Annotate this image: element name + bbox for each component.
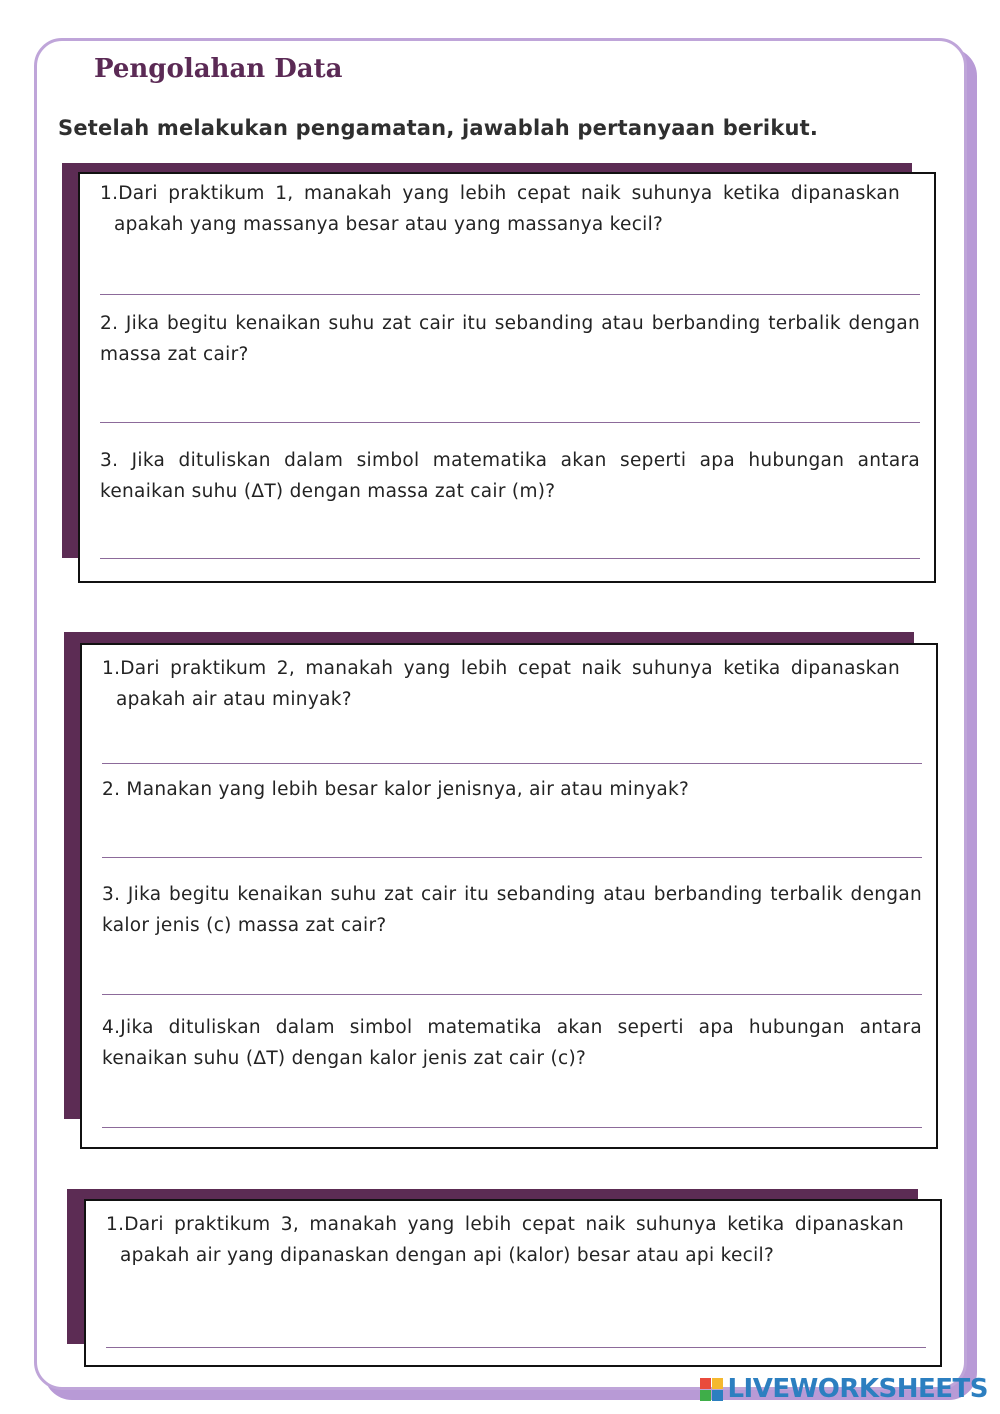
answer-line-2-4[interactable]: [102, 1127, 922, 1128]
answer-line-1-1[interactable]: [100, 294, 920, 295]
section-2-box: [80, 643, 938, 1149]
answer-line-2-3[interactable]: [102, 994, 922, 995]
answer-line-3-1[interactable]: [106, 1347, 926, 1348]
question-1-2: 2. Jika begitu kenaikan suhu zat cair itu sebanding atau berbanding terbalik dengan massa zat cair?: [100, 313, 920, 365]
page-title: Pengolahan Data: [94, 54, 343, 84]
answer-line-2-1[interactable]: [102, 763, 922, 764]
question-2-3: 3. Jika begitu kenaikan suhu zat cair itu sebanding atau berbanding terbalik dengan kalor jenis (c) massa zat cair?: [102, 884, 922, 936]
question-1-3: 3. Jika dituliskan dalam simbol matematika akan seperti apa hubungan antara kenaikan suhu (ΔT) dengan massa zat cair (m)?: [100, 450, 920, 502]
answer-line-2-2[interactable]: [102, 857, 922, 858]
answer-line-1-3[interactable]: [100, 558, 920, 559]
instruction-text: Setelah melakukan pengamatan, jawablah pertanyaan berikut.: [58, 116, 819, 140]
section-1-box: [78, 172, 936, 583]
answer-line-1-2[interactable]: [100, 422, 920, 423]
question-2-2: 2. Manakan yang lebih besar kalor jenisnya, air atau minyak?: [102, 779, 690, 800]
question-2-1: 1.Dari praktikum 2, manakah yang lebih cepat naik suhunya ketika dipanaskan apakah air atau minyak?: [102, 658, 900, 710]
question-2-4: 4.Jika dituliskan dalam simbol matematika akan seperti apa hubungan antara kenaikan suhu (ΔT) dengan kalor jenis zat cair (c)?: [102, 1017, 922, 1069]
liveworksheets-logo-icon: [700, 1378, 723, 1401]
question-1-1: 1.Dari praktikum 1, manakah yang lebih cepat naik suhunya ketika dipanaskan apakah yang massanya besar atau yang massanya kecil?: [100, 183, 900, 235]
section-3-box: [84, 1199, 942, 1367]
liveworksheets-watermark: [700, 1374, 988, 1404]
question-3-1: 1.Dari praktikum 3, manakah yang lebih cepat naik suhunya ketika dipanaskan apakah air yang dipanaskan dengan api (kalor) besar atau api kecil?: [106, 1214, 904, 1266]
watermark-text: LIVEWORKSHEETS: [727, 1374, 988, 1404]
